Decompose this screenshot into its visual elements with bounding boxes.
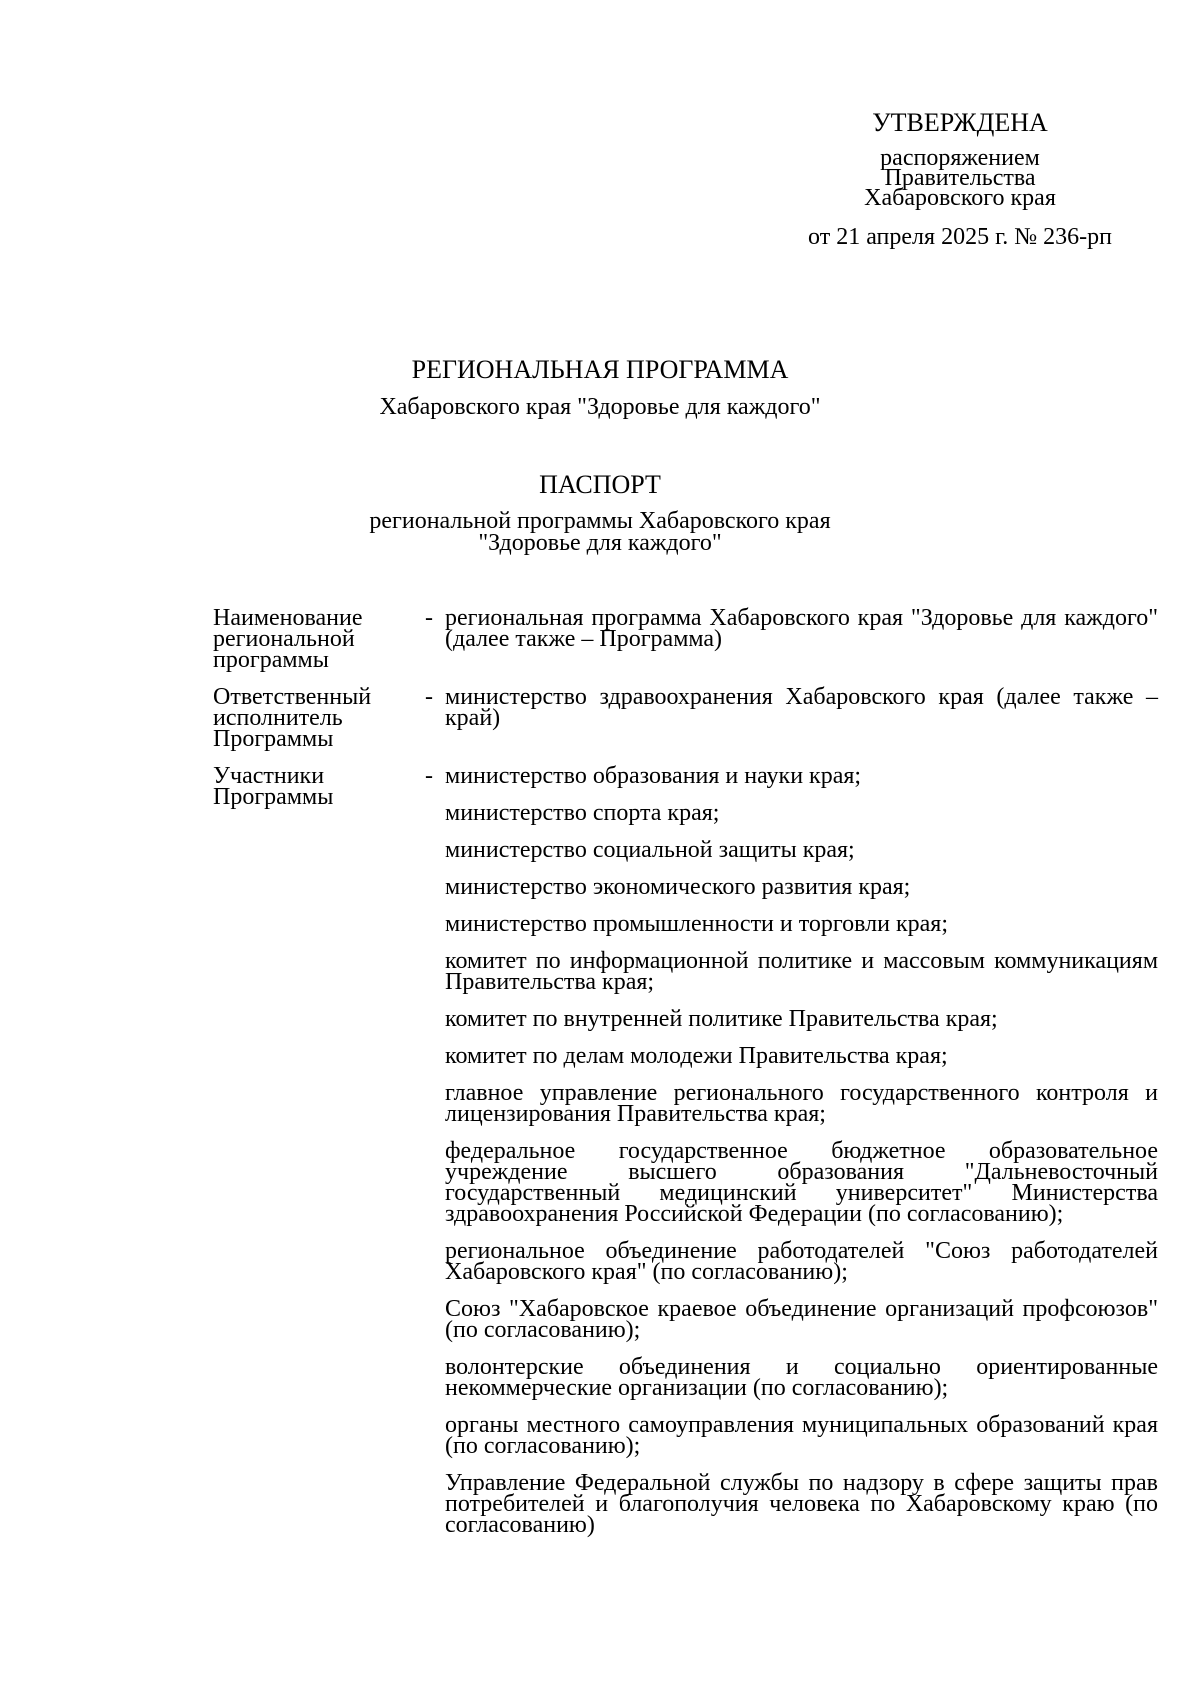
passport-row-label: Наименование региональной программы — [213, 605, 363, 673]
passport-row-label: Участники Программы — [213, 763, 334, 810]
passport-value-item: региональная программа Хабаровского края "Здоровье для каждого" (далее также – Программа) — [445, 605, 1158, 652]
passport-value-item: волонтерские объединения и социально ориентированные некоммерческие организации (по согласованию); — [445, 1354, 1158, 1401]
passport-value-item: главное управление регионального государственного контроля и лицензирования Правительства края; — [445, 1080, 1158, 1127]
passport-value-item: министерство здравоохранения Хабаровского края (далее также – край) — [445, 684, 1158, 731]
passport-value-item: Союз "Хабаровское краевое объединение организаций профсоюзов" (по согласованию); — [445, 1296, 1158, 1343]
passport-row-label: Ответственный исполнитель Программы — [213, 684, 372, 752]
passport-table — [213, 605, 1163, 1552]
program-subtitle: Хабаровского края "Здоровье для каждого" — [379, 394, 821, 420]
passport-subtitle-line: региональной программы Хабаровского края — [369, 508, 831, 534]
passport-value-item: министерство промышленности и торговли края; — [445, 911, 949, 937]
approval-stamp — [760, 108, 1160, 252]
passport-value-item: министерство образования и науки края; — [445, 763, 862, 789]
program-title: РЕГИОНАЛЬНАЯ ПРОГРАММА — [411, 355, 789, 384]
passport-value-item: Управление Федеральной службы по надзору в сфере защиты прав потребителей и благополучия человека по Хабаровскому краю (по согласованию) — [445, 1470, 1158, 1538]
passport-value-item: комитет по информационной политике и массовым коммуникациям Правительства края; — [445, 948, 1158, 995]
passport-value-item: министерство социальной защиты края; — [445, 837, 855, 863]
passport-value-item: органы местного самоуправления муниципальных образований края (по согласованию); — [445, 1412, 1158, 1459]
passport-title: ПАСПОРТ — [539, 470, 661, 499]
passport-row — [213, 605, 1163, 673]
approval-issuer — [760, 145, 1160, 211]
passport-subtitle-line: "Здоровье для каждого" — [478, 530, 722, 556]
passport-value-item: комитет по внутренней политике Правительства края; — [445, 1006, 998, 1032]
passport-row — [213, 763, 1163, 1538]
approval-line: Правительства — [884, 165, 1036, 191]
approval-title: УТВЕРЖДЕНА — [872, 108, 1048, 137]
passport-row-dash: - — [425, 605, 433, 631]
passport-row-dash: - — [425, 684, 433, 710]
passport-value-item: министерство спорта края; — [445, 800, 720, 826]
passport-value-item: региональное объединение работодателей "Союз работодателей Хабаровского края" (по согласованию); — [445, 1238, 1158, 1285]
passport-subtitle — [0, 510, 1200, 554]
passport-row-value — [445, 763, 1158, 1538]
passport-value-item: федеральное государственное бюджетное образовательное учреждение высшего образования "Дальневосточный государственный медицинский университет" Министерства здравоохранения Российской Федерации (по согласованию); — [445, 1138, 1158, 1227]
passport-row-value — [445, 684, 1158, 750]
approval-line: распоряжением — [880, 145, 1040, 171]
passport-row — [213, 684, 1163, 752]
passport-value-item: комитет по делам молодежи Правительства края; — [445, 1043, 948, 1069]
approval-line: Хабаровского края — [864, 185, 1056, 211]
passport-row-value — [445, 605, 1158, 671]
approval-date: от 21 апреля 2025 г. № 236-рп — [808, 224, 1112, 250]
passport-row-dash: - — [425, 763, 433, 789]
passport-value-item: министерство экономического развития края; — [445, 874, 911, 900]
